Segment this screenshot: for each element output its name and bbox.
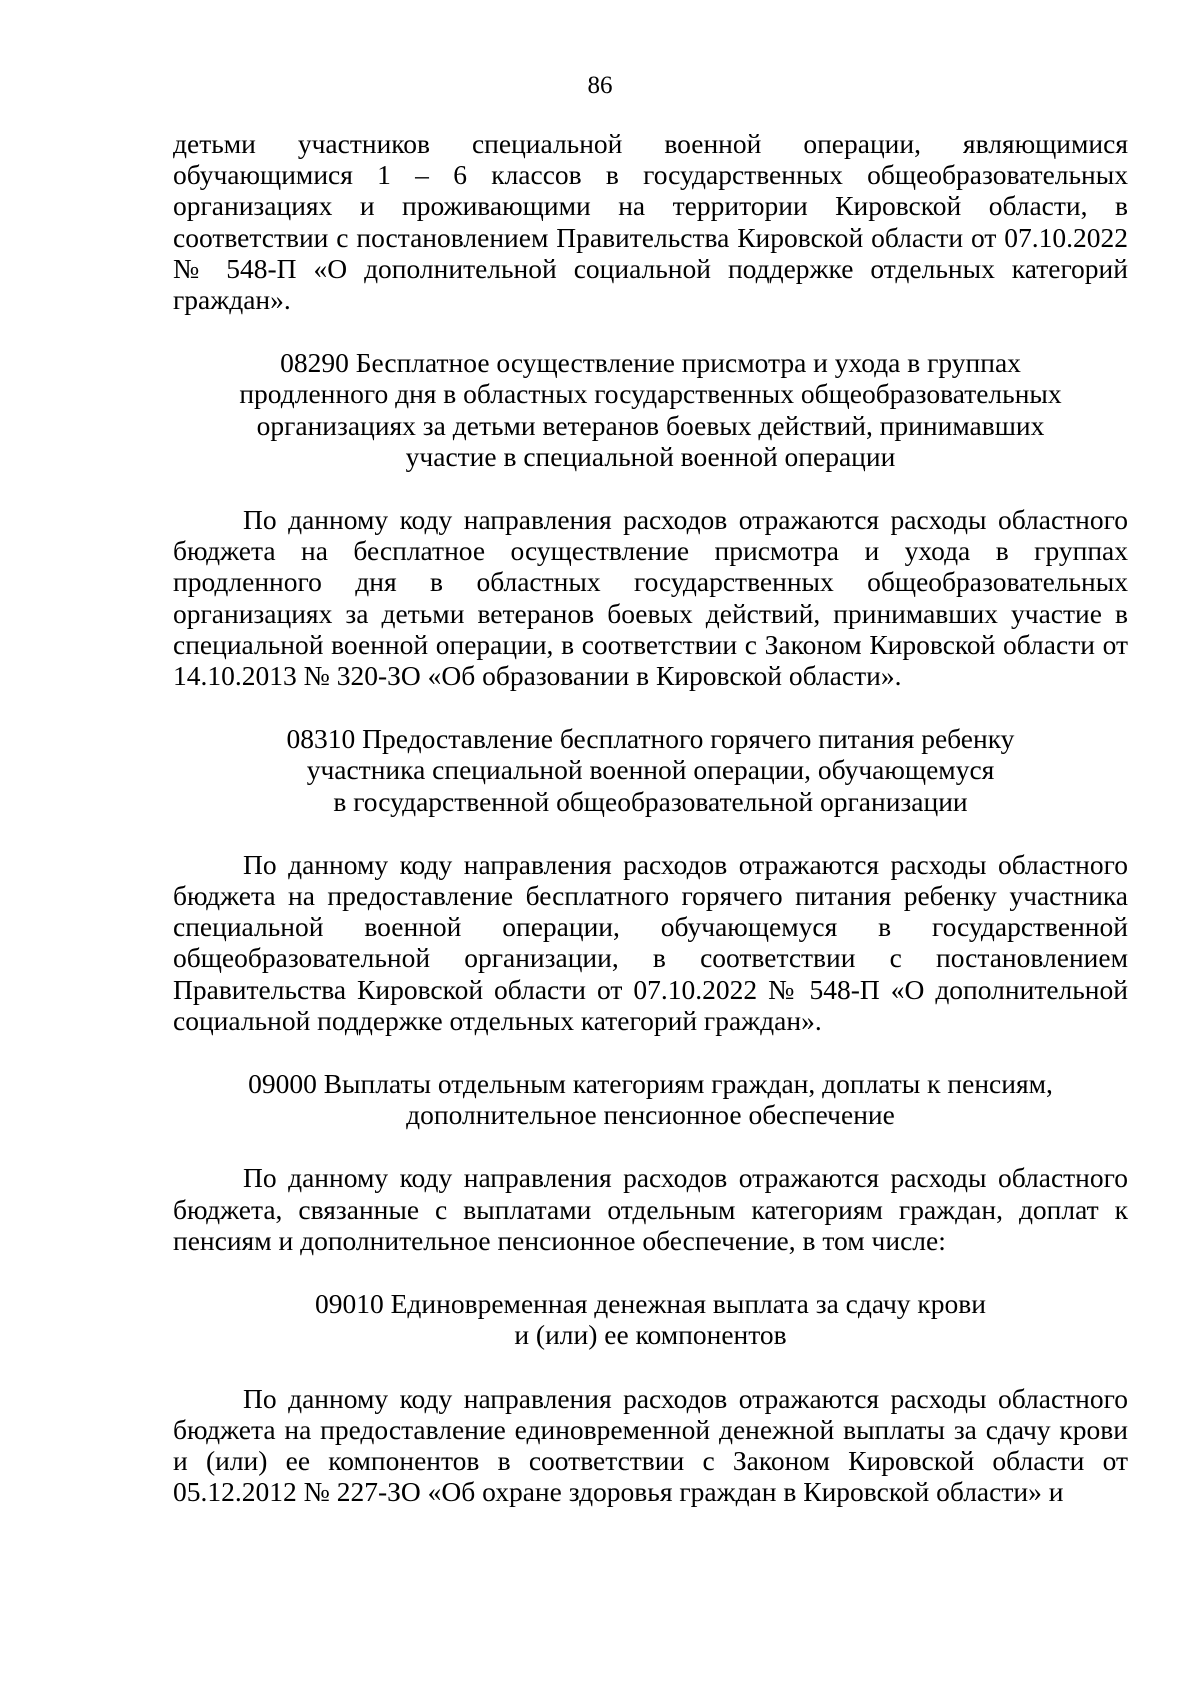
heading-line: участие в специальной военной операции: [405, 440, 896, 472]
heading-line: организациях за детьми ветеранов боевых действий, принимавших: [256, 409, 1045, 441]
section-heading-08290: [173, 347, 1128, 472]
heading-line: и (или) ее компонентов: [514, 1319, 787, 1351]
heading-line: продленного дня в областных государственных общеобразовательных: [239, 378, 1062, 410]
paragraph-09010: По данному коду направления расходов отражаются расходы областного бюджета на предоставление единовременной денежной выплаты за сдачу крови и (или) ее компонентов в соответствии с Законом Кировской области от 05.12.2012 № 227-ЗО «Об охране здоровья граждан в Кировской области» и: [173, 1382, 1128, 1508]
heading-line: 08290 Бесплатное осуществление присмотра и ухода в группах: [280, 347, 1021, 379]
heading-line: 09010 Единовременная денежная выплата за сдачу крови: [315, 1288, 986, 1320]
heading-line: 09000 Выплаты отдельным категориям граждан, доплаты к пенсиям,: [248, 1068, 1053, 1100]
heading-line: в государственной общеобразовательной организации: [333, 785, 968, 817]
section-heading-09000: [173, 1068, 1128, 1130]
paragraph-09000: По данному коду направления расходов отражаются расходы областного бюджета, связанные с выплатами отдельным категориям граждан, доплат к пенсиям и дополнительное пенсионное обеспечение, в том числе:: [173, 1162, 1128, 1256]
paragraph-continuation: детьми участников специальной военной операции, являющимися обучающимися 1 – 6 классов в государственных общеобразовательных организациях и проживающими на территории Кировской области, в соответствии с постановлением Правительства Кировской области от 07.10.2022 № 548-П «О дополнительной социальной поддержке отдельных категорий граждан».: [173, 128, 1128, 316]
section-heading-09010: [173, 1288, 1128, 1350]
heading-line: участника специальной военной операции, обучающемуся: [306, 754, 995, 786]
section-heading-08310: [173, 723, 1128, 817]
paragraph-08310: По данному коду направления расходов отражаются расходы областного бюджета на предоставление бесплатного горячего питания ребенку участника специальной военной операции, обучающемуся в государственной общеобразовательной организации, в соответствии с постановлением Правительства Кировской области от 07.10.2022 № 548-П «О дополнительной социальной поддержке отдельных категорий граждан».: [173, 848, 1128, 1036]
heading-line: дополнительное пенсионное обеспечение: [406, 1099, 895, 1131]
document-body: [173, 128, 1128, 1507]
page-number: 86: [587, 72, 613, 99]
paragraph-08290: По данному коду направления расходов отражаются расходы областного бюджета на бесплатное осуществление присмотра и ухода в группах продленного дня в областных государственных общеобразовательных организациях за детьми ветеранов боевых действий, принимавших участие в специальной военной операции, в соответствии с Законом Кировской области от 14.10.2013 № 320-ЗО «Об образовании в Кировской области».: [173, 504, 1128, 692]
heading-line: 08310 Предоставление бесплатного горячего питания ребенку: [286, 723, 1015, 755]
